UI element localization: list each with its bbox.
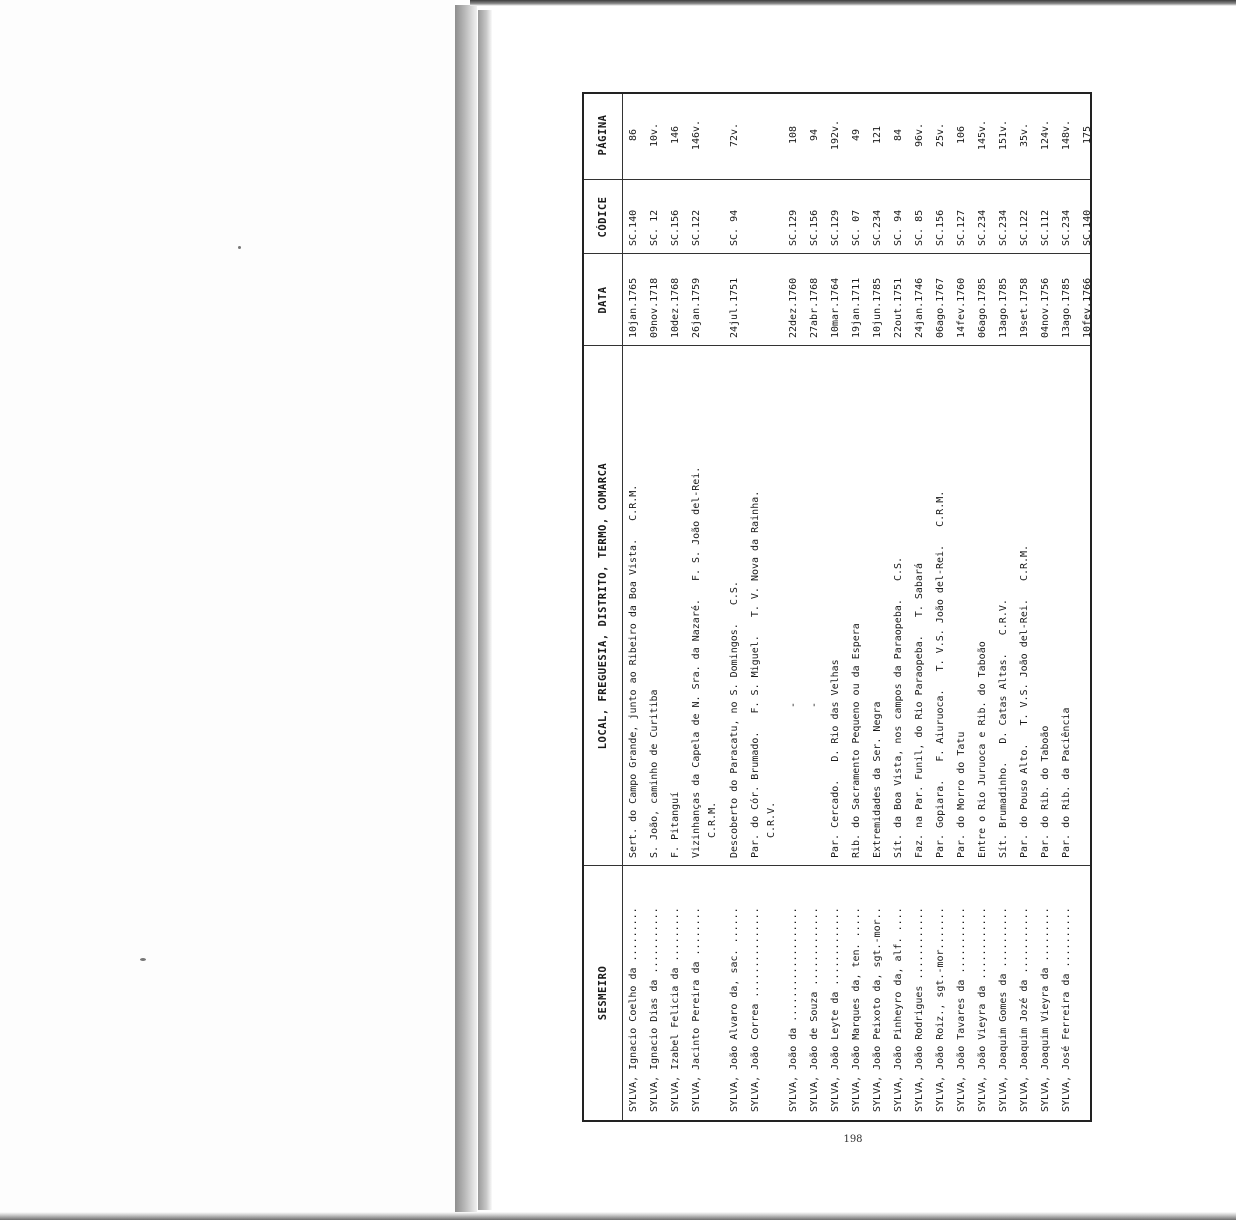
sesmeiro-name: SYLVA, João Pinheyro da, alf. ....	[893, 907, 904, 1112]
codice-cell: SC.140	[1082, 209, 1093, 246]
local-description: Par. Gopiara. F. Aiuruoca. T. V.S. João del-Rei. C.R.M.	[935, 490, 946, 858]
table-row	[870, 94, 891, 1120]
sesmeiro-name: SYLVA, Ignacio Coelho da .........	[628, 907, 639, 1112]
sesmeiro-name: SYLVA, João da ...................	[788, 907, 799, 1112]
header-local: LOCAL, FREGUESIA, DISTRITO, TERMO, COMARCA	[597, 462, 609, 750]
pagina-cell: 86	[628, 128, 639, 142]
table-row	[626, 94, 647, 1120]
page-bottom-edge	[0, 1212, 1236, 1220]
pagina-cell: 146	[670, 125, 681, 145]
date-cell: 06ago.1785	[977, 277, 988, 338]
codice-cell: SC.156	[935, 209, 946, 246]
sesmeiro-name: SYLVA, João Rodrigues ............	[914, 907, 925, 1112]
date-cell: 27abr.1768	[809, 277, 820, 338]
sesmeiro-name: SYLVA, Joaquim Jozé da ...........	[1019, 907, 1030, 1112]
table-row	[954, 94, 975, 1120]
table-row	[1038, 94, 1059, 1120]
local-description: F. Pitanguí	[670, 791, 681, 858]
local-description: Vizinhanças da Capela de N. Sra. da Nazaré. F. S. João del-Rei.	[691, 466, 702, 858]
sesmeiro-name: SYLVA, Joaquim Gomes da ..........	[998, 907, 1009, 1112]
dust-speck	[140, 958, 146, 961]
table-row	[891, 94, 912, 1120]
sesmeiro-name: SYLVA, João Roiz., sgt.-mor.......	[935, 907, 946, 1112]
table-row	[727, 94, 748, 1120]
header-sesmeiro: SESMEIRO	[597, 965, 609, 1021]
pagina-cell: 146v.	[691, 119, 702, 151]
table-row	[748, 94, 786, 1120]
header-pagina: PÁGINA	[597, 114, 609, 156]
pagina-cell: 121	[872, 125, 883, 145]
pagina-cell: 72v.	[729, 122, 740, 148]
codice-cell: SC.156	[670, 209, 681, 246]
table-row	[828, 94, 849, 1120]
left-blank-page	[0, 0, 455, 1220]
sesmeiro-name: SYLVA, Jacinto Pereira da ........	[691, 907, 702, 1112]
local-description: Par. do Rib. do Taboão	[1040, 725, 1051, 858]
pagina-cell: 35v.	[1019, 122, 1030, 148]
codice-cell: SC.122	[1019, 209, 1030, 246]
pagina-cell: 108	[788, 125, 799, 145]
table-body	[626, 94, 1098, 1120]
table-row	[912, 94, 933, 1120]
local-description: Par. do Cór. Brumado. F. S. Miguel. T. V. Nova da Rainha.	[750, 490, 761, 858]
local-continuation: C.R.M.	[707, 801, 718, 838]
book-gutter-shadow	[478, 10, 492, 1210]
local-description: Descoberto do Paracatu, no S. Domingos. C.S.	[729, 581, 740, 858]
table-row	[786, 94, 807, 1120]
pagina-cell: 124v.	[1040, 119, 1051, 151]
codice-cell: SC.234	[1061, 209, 1072, 246]
table-row	[689, 94, 727, 1120]
date-cell: 04nov.1756	[1040, 277, 1051, 338]
local-description: Extremidades da Ser. Negra	[872, 701, 883, 858]
sesmeiro-name: SYLVA, João de Souza .............	[809, 907, 820, 1112]
date-cell: 19set.1758	[1019, 277, 1030, 338]
local-description: Faz. na Par. Funil, do Rio Paraopeba. T. Sabará	[914, 562, 925, 858]
local-description: -	[788, 701, 799, 708]
table-row	[849, 94, 870, 1120]
codice-cell: SC.156	[809, 209, 820, 246]
codice-cell: SC.129	[830, 209, 841, 246]
sesmeiro-name: SYLVA, José Ferreira da ..........	[1061, 907, 1072, 1112]
local-description: Sít. Brumadinho. D. Catas Altas. C.R.V.	[998, 599, 1009, 858]
date-cell: 22out.1751	[893, 277, 904, 338]
date-cell: 09nov.1718	[649, 277, 660, 338]
table-row	[996, 94, 1017, 1120]
table-row	[668, 94, 689, 1120]
local-description: Entre o Rio Juruoca e Rib. do Taboão	[977, 641, 988, 858]
local-description: Sert. do Campo Grande, junto ao Ribeiro da Boa Vista. C.R.M.	[628, 484, 639, 858]
local-description: -	[809, 701, 820, 708]
date-cell: 10dez.1768	[670, 277, 681, 338]
pagina-cell: 151v.	[998, 119, 1009, 151]
sesmeiro-name: SYLVA, João Alvaro da, sac. ......	[729, 907, 740, 1112]
sesmeiro-name: SYLVA, Izabel Felicia da .........	[670, 907, 681, 1112]
local-description: Par. do Rib. da Paciência	[1061, 707, 1072, 858]
codice-cell: SC. 12	[649, 209, 660, 246]
local-description: Par. do Pouso Alto. T. V.S. João del-Rei. C.R.M.	[1019, 544, 1030, 858]
pagina-cell: 145v.	[977, 119, 988, 151]
table-frame	[582, 92, 1092, 1122]
header-codice: CÓDICE	[597, 196, 609, 238]
date-cell: 10jan.1765	[628, 277, 639, 338]
date-cell: 26jan.1759	[691, 277, 702, 338]
date-cell: 24jul.1751	[729, 277, 740, 338]
sesmeiro-name: SYLVA, Ignacio Dias da ...........	[649, 907, 660, 1112]
table-row	[933, 94, 954, 1120]
date-cell: 10mar.1764	[830, 277, 841, 338]
header-data: DATA	[597, 286, 609, 314]
sesmeiro-name: SYLVA, João Marques da, ten. .....	[851, 907, 862, 1112]
pagina-cell: 192v.	[830, 119, 841, 151]
page-number: 198	[843, 1134, 863, 1145]
date-cell: 19jan.1711	[851, 277, 862, 338]
table-row	[1017, 94, 1038, 1120]
date-cell: 24jan.1746	[914, 277, 925, 338]
codice-cell: SC.122	[691, 209, 702, 246]
table-row-extra	[1080, 94, 1098, 1120]
pagina-cell: 96v.	[914, 122, 925, 148]
date-cell: 06ago.1767	[935, 277, 946, 338]
date-cell: 10fev.1766	[1082, 277, 1093, 338]
codice-cell: SC.234	[977, 209, 988, 246]
codice-cell: SC. 07	[851, 209, 862, 246]
date-cell: 13ago.1785	[1061, 277, 1072, 338]
local-description: S. João, caminho de Curitiba	[649, 689, 660, 858]
codice-cell: SC.129	[788, 209, 799, 246]
pagina-cell: 106	[956, 125, 967, 145]
book-gutter	[455, 5, 477, 1220]
dust-speck	[238, 246, 241, 249]
local-continuation: C.R.V.	[766, 801, 777, 838]
codice-cell: SC.140	[628, 209, 639, 246]
date-cell: 10jun.1785	[872, 277, 883, 338]
sesmeiro-name: SYLVA, João Leyte da .............	[830, 907, 841, 1112]
local-description: Sít. da Boa Vista, nos campos da Paraopeba. C.S.	[893, 556, 904, 858]
sesmarias-table	[582, 92, 1092, 1122]
sesmeiro-name: SYLVA, João Correa ...............	[750, 907, 761, 1112]
date-cell: 13ago.1785	[998, 277, 1009, 338]
local-description: Par. do Morro do Tatu	[956, 731, 967, 858]
sesmeiro-name: SYLVA, Joaquim Vieyra da .........	[1040, 907, 1051, 1112]
local-description: Rib. do Sacramento Pequeno ou da Espera	[851, 623, 862, 858]
sesmeiro-name: SYLVA, João Peixoto da, sgt.-mor..	[872, 907, 883, 1112]
codice-cell: SC.112	[1040, 209, 1051, 246]
local-description: Par. Cercado. D. Rio das Velhas	[830, 659, 841, 858]
pagina-cell: 25v.	[935, 122, 946, 148]
pagina-cell: 49	[851, 128, 862, 142]
header-divider	[622, 94, 623, 1120]
date-cell: 14fev.1760	[956, 277, 967, 338]
table-row	[975, 94, 996, 1120]
pagina-cell: 10v.	[649, 122, 660, 148]
codice-cell: SC. 94	[893, 209, 904, 246]
table-row	[1059, 94, 1080, 1120]
table-row	[807, 94, 828, 1120]
sesmeiro-name: SYLVA, João Tavares da ...........	[956, 907, 967, 1112]
sesmeiro-name: SYLVA, João Vieyra da ............	[977, 907, 988, 1112]
pagina-cell: 84	[893, 128, 904, 142]
codice-cell: SC. 85	[914, 209, 925, 246]
pagina-cell: 94	[809, 128, 820, 142]
page-top-edge	[470, 0, 1236, 6]
codice-cell: SC.127	[956, 209, 967, 246]
pagina-cell: 148v.	[1061, 119, 1072, 151]
table-row	[647, 94, 668, 1120]
date-cell: 22dez.1760	[788, 277, 799, 338]
codice-cell: SC.234	[998, 209, 1009, 246]
pagina-cell: 175	[1082, 125, 1093, 145]
codice-cell: SC.234	[872, 209, 883, 246]
codice-cell: SC. 94	[729, 209, 740, 246]
